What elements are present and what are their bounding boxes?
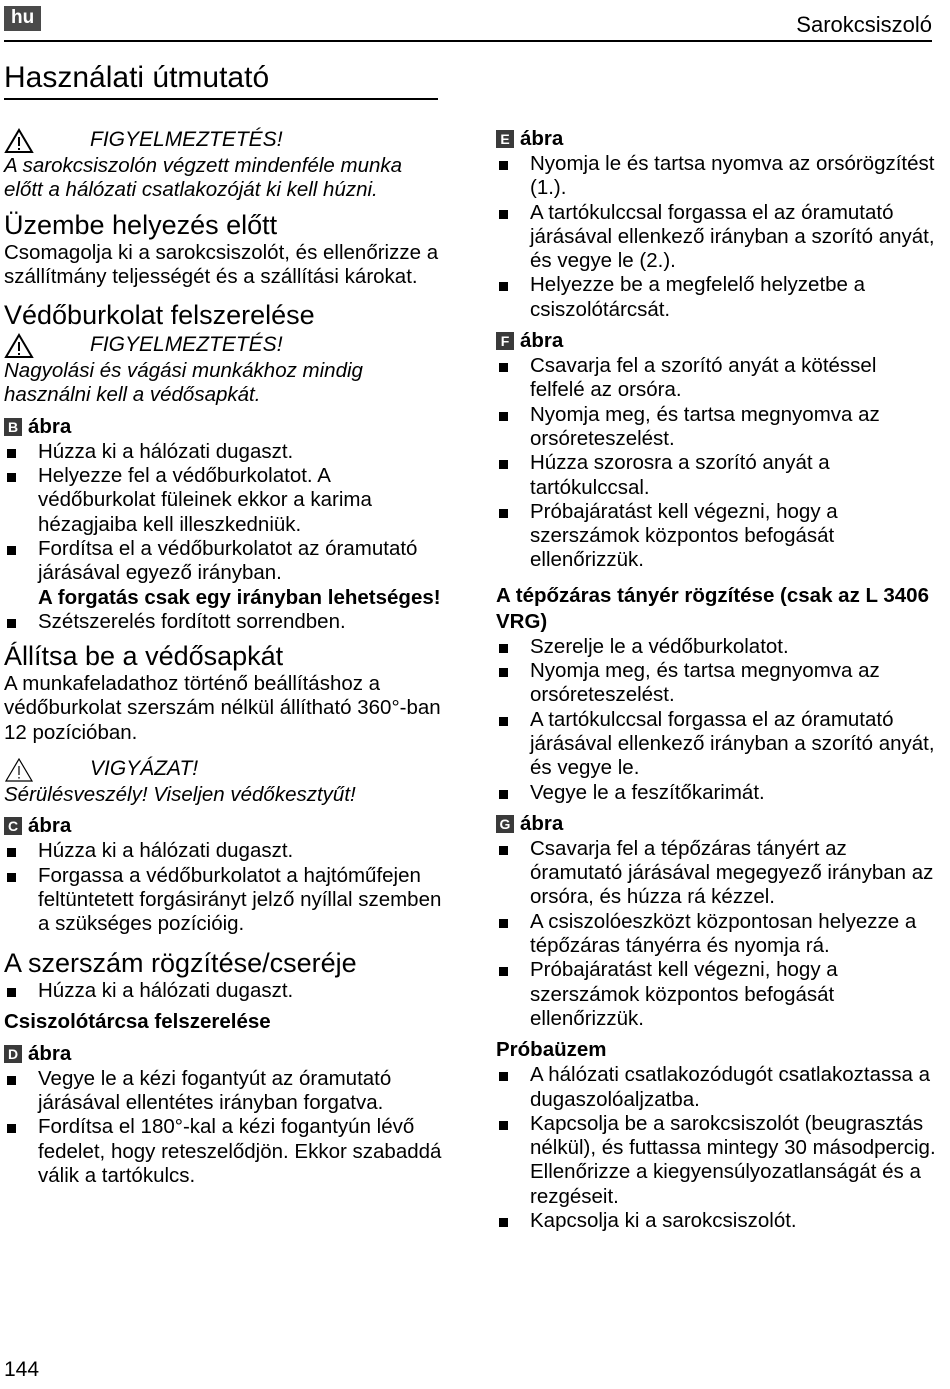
section-title: A szerszám rögzítése/cseréje	[4, 947, 357, 978]
figure-word: ábra	[28, 1041, 72, 1065]
figure-letter: G	[496, 815, 514, 833]
subsection-title: Próbaüzem	[496, 1038, 607, 1062]
language-badge: hu	[4, 6, 41, 31]
warning-heading	[4, 331, 444, 359]
bullet-list	[4, 1067, 444, 1188]
figure-word: ábra	[28, 414, 72, 438]
figure-letter: E	[496, 130, 514, 148]
list-item: Nyomja le és tartsa nyomva az orsórögzítést (1.).	[496, 152, 936, 201]
page-number: 144	[4, 1358, 40, 1381]
figure-label	[496, 328, 936, 354]
list-item: Húzza ki a hálózati dugaszt.	[4, 839, 444, 863]
bullet-list	[496, 635, 936, 805]
list-item: Helyezze fel a védőburkolatot. A védőburkolat füleinek ekkor a karima hézagjaiba kell illeszkedniük.	[4, 464, 444, 537]
list-item: Fordítsa el 180°-kal a kézi fogantyún lévő fedelet, hogy reteszelődjön. Ekkor szabaddá válik a tartókulcs.	[4, 1115, 444, 1188]
list-item: A tartókulccsal forgassa el az óramutató járásával ellenkező irányban a szorító anyát, és vegye le (2.).	[496, 201, 936, 274]
section-title: Üzembe helyezés előtt	[4, 209, 278, 240]
list-item: Húzza szorosra a szorító anyát a tartókulccsal.	[496, 451, 936, 500]
list-item: Vegye le a feszítőkarimát.	[496, 781, 936, 805]
list-item: Húzza ki a hálózati dugaszt.	[4, 440, 444, 464]
figure-word: ábra	[520, 811, 564, 835]
list-item: Húzza ki a hálózati dugaszt.	[4, 979, 444, 1003]
bullet-list	[4, 979, 444, 1003]
bullet-list	[496, 1063, 936, 1233]
warning-label: FIGYELMEZTETÉS!	[90, 333, 283, 357]
figure-letter: C	[4, 817, 22, 835]
list-item: Szétszerelés fordított sorrendben.	[4, 610, 444, 634]
figure-label	[4, 813, 444, 839]
list-item: Vegye le a kézi fogantyút az óramutató járásával ellentétes irányban forgatva.	[4, 1067, 444, 1116]
figure-letter: F	[496, 332, 514, 350]
list-item: Forgassa a védőburkolatot a hajtóműfejen feltüntetett forgásirányt jelző nyíllal szemben a szükséges pozícióig.	[4, 864, 444, 937]
list-item: Próbajáratást kell végezni, hogy a szerszámok központos befogását ellenőrizzük.	[496, 958, 936, 1031]
list-item: Helyezze be a megfelelő helyzetbe a csiszolótárcsát.	[496, 273, 936, 322]
section-title: Állítsa be a védősapkát	[4, 641, 284, 672]
caution-heading	[4, 755, 444, 783]
list-item: Nyomja meg, és tartsa megnyomva az orsóreteszelést.	[496, 659, 936, 708]
list-item: Csavarja fel a szorító anyát a kötéssel felfelé az orsóra.	[496, 354, 936, 403]
figure-word: ábra	[520, 329, 564, 353]
warning-triangle-icon	[4, 128, 34, 154]
list-item: Próbajáratást kell végezni, hogy a szerszámok központos befogását ellenőrizzük.	[496, 500, 936, 573]
section-text: A munkafeladathoz történő beállításhoz a védőburkolat szerszám nélkül állítható 360°-ban 12 pozícióban.	[4, 672, 441, 744]
caution-text: Sérülésveszély! Viseljen védőkesztyűt!	[4, 783, 356, 807]
page-header	[4, 4, 932, 42]
bullet-list	[4, 839, 444, 936]
section-title: Védőburkolat felszerelése	[4, 300, 315, 331]
figure-letter: D	[4, 1045, 22, 1063]
list-item: A tartókulccsal forgassa el az óramutató járásával ellenkező irányban a szorító anyát, és vegye le.	[496, 708, 936, 781]
figure-label	[496, 126, 936, 152]
list-item: A hálózati csatlakozódugót csatlakoztassa a dugaszolóaljzatba.	[496, 1063, 936, 1112]
warning-text: Nagyolási és vágási munkákhoz mindig használni kell a védősapkát.	[4, 359, 363, 407]
bullet-list	[496, 354, 936, 573]
left-column	[4, 126, 444, 1188]
right-column	[496, 126, 936, 1233]
main-title: Használati útmutató	[4, 60, 438, 100]
figure-letter: B	[4, 418, 22, 436]
list-item	[4, 537, 444, 610]
caution-triangle-icon	[4, 757, 34, 783]
warning-label: FIGYELMEZTETÉS!	[90, 128, 283, 151]
figure-label	[496, 811, 936, 837]
figure-label	[4, 414, 444, 440]
bullet-list	[496, 152, 936, 322]
warning-text: A sarokcsiszolón végzett mindenféle munka előtt a hálózati csatlakozóját ki kell húzni.	[4, 154, 403, 202]
subsection-title: A tépőzáras tányér rögzítése (csak az L 3406 VRG)	[496, 583, 929, 633]
list-item: Csavarja fel a tépőzáras tányért az óramutató járásával megegyező irányban az orsóra, és húzza rá kézzel.	[496, 837, 936, 910]
warning-heading	[4, 126, 444, 154]
list-item: Kapcsolja be a sarokcsiszolót (beugrasztás nélkül), és futtassa mintegy 30 másodpercig. Ellenőrizze a kiegyensúlyozatlanságát és a rezgéseit.	[496, 1112, 936, 1209]
header-title: Sarokcsiszoló	[796, 12, 932, 37]
warning-triangle-icon	[4, 333, 34, 359]
section-text: Csomagolja ki a sarokcsiszolót, és ellenőrizze a szállítmány teljességét és a szállítási károkat.	[4, 240, 439, 288]
list-item-text: Fordítsa el a védőburkolatot az óramutató járásával egyező irányban.	[38, 536, 418, 585]
bullet-list	[496, 837, 936, 1031]
figure-word: ábra	[520, 127, 564, 150]
bold-note: A forgatás csak egy irányban lehetséges!	[38, 585, 441, 609]
caution-label: VIGYÁZAT!	[90, 757, 199, 781]
list-item: Kapcsolja ki a sarokcsiszolót.	[496, 1209, 936, 1233]
bullet-list	[4, 440, 444, 634]
figure-label	[4, 1041, 444, 1067]
subsection-title: Csiszolótárcsa felszerelése	[4, 1009, 271, 1033]
list-item: Nyomja meg, és tartsa megnyomva az orsóreteszelést.	[496, 403, 936, 452]
list-item: Szerelje le a védőburkolatot.	[496, 635, 936, 659]
figure-word: ábra	[28, 814, 72, 838]
list-item: A csiszolóeszközt központosan helyezze a tépőzáras tányérra és nyomja rá.	[496, 910, 936, 959]
